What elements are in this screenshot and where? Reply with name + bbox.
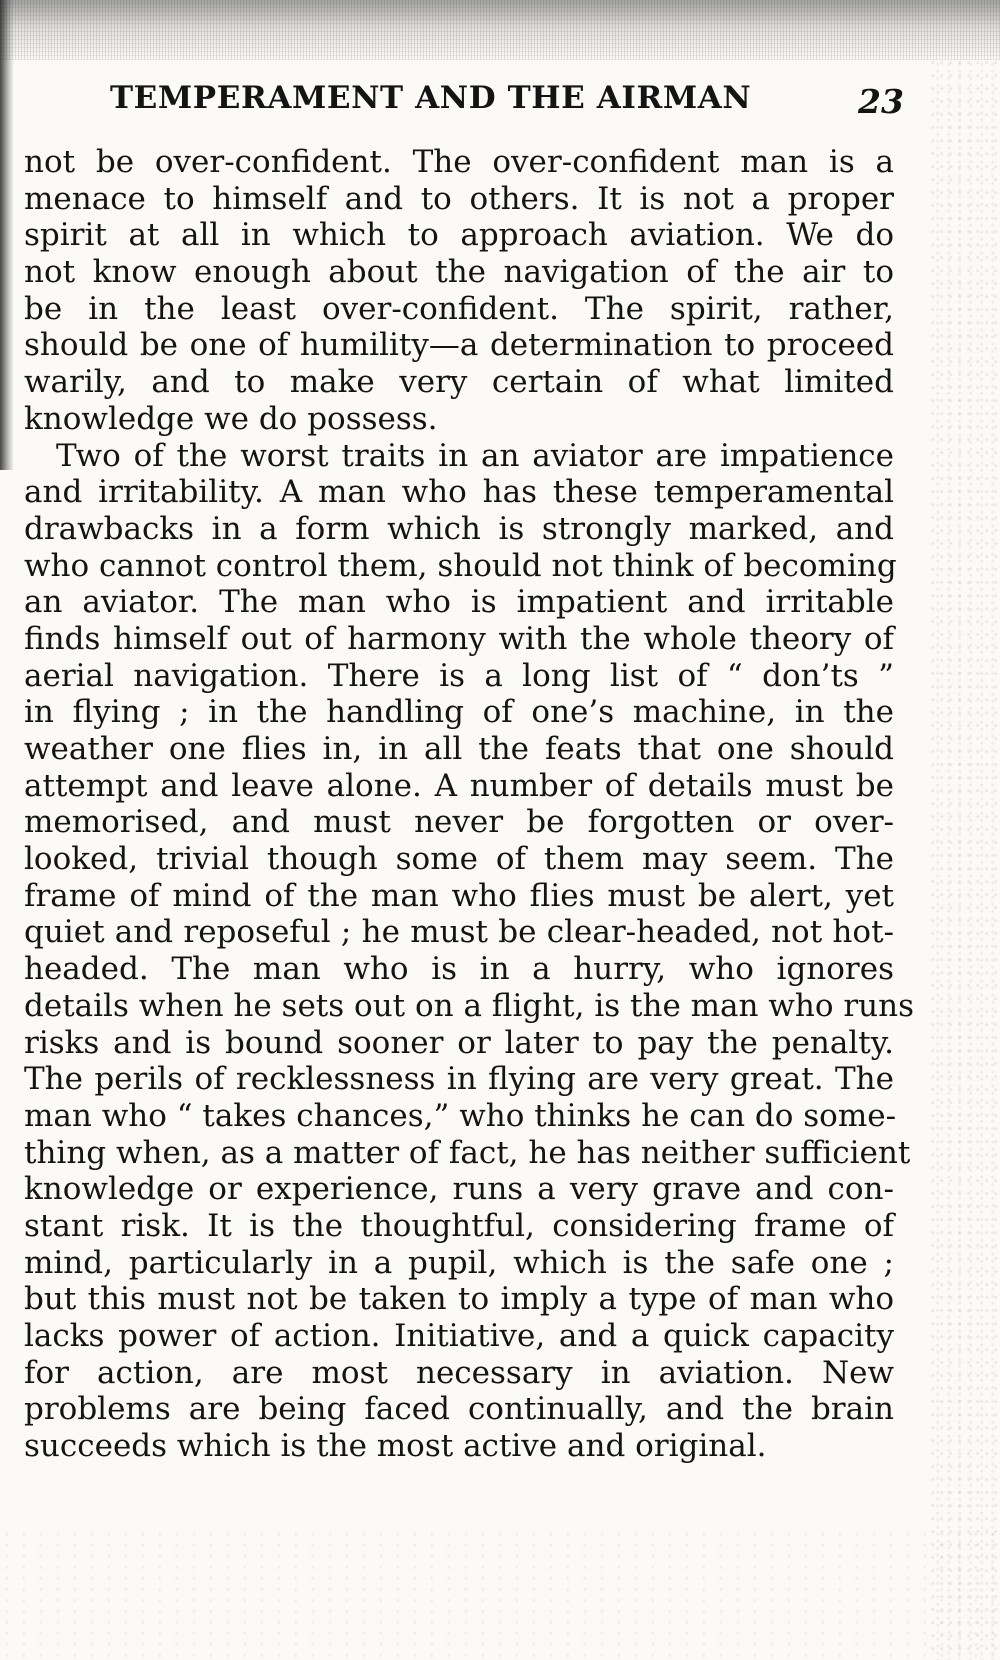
text-line: but this must not be taken to imply a type of man who <box>24 1281 894 1318</box>
text-line: details when he sets out on a flight, is the man who runs <box>24 987 915 1024</box>
text-line: quiet and reposeful ; he must be clear-headed, not hot- <box>24 914 894 951</box>
page-number: 23 <box>858 82 904 121</box>
text-line: who cannot control them, should not think of becoming <box>24 547 897 584</box>
scan-right-speckle <box>930 60 1000 1660</box>
text-line: knowledge we do possess. <box>24 400 438 437</box>
text-line: aerial navigation. There is a long list of “ don’ts ” <box>24 657 894 694</box>
text-line: problems are being faced continually, and the brain <box>24 1391 894 1428</box>
text-line: should be one of humility—a determination to proceed <box>24 327 894 364</box>
text-line: lacks power of action. Initiative, and a quick capacity <box>24 1318 894 1354</box>
text-line: weather one flies in, in all the feats that one should <box>24 731 894 767</box>
text-line: frame of mind of the man who flies must be alert, yet <box>24 877 894 914</box>
text-line: drawbacks in a form which is strongly marked, and <box>24 510 894 547</box>
text-line: mind, particularly in a pupil, which is the safe one ; <box>24 1244 894 1281</box>
text-line: The perils of recklessness in flying are very great. The <box>24 1061 894 1098</box>
text-line: succeeds which is the most active and original. <box>24 1428 767 1465</box>
text-line: menace to himself and to others. It is not a proper <box>24 180 894 217</box>
scan-bottom-speckle <box>0 1530 1000 1660</box>
text-line: not be over-confident. The over-confident man is a <box>24 144 894 180</box>
paragraph <box>24 437 915 1465</box>
running-head <box>0 80 904 130</box>
scan-top-edge <box>0 0 1000 60</box>
text-line: memorised, and must never be forgotten or over- <box>24 804 894 841</box>
text-line: and irritability. A man who has these temperamental <box>24 474 894 511</box>
text-line: knowledge or experience, runs a very grave and con- <box>24 1171 894 1208</box>
scan-binding-shadow <box>0 0 14 470</box>
text-line: attempt and leave alone. A number of details must be <box>24 767 894 804</box>
running-title: TEMPERAMENT AND THE AIRMAN <box>110 80 752 116</box>
body-text <box>24 144 915 1465</box>
text-line: Two of the worst traits in an aviator are impatience <box>56 437 894 474</box>
text-line: an aviator. The man who is impatient and irritable <box>24 584 894 621</box>
text-line: stant risk. It is the thoughtful, considering frame of <box>24 1207 894 1244</box>
text-line: finds himself out of harmony with the whole theory of <box>24 620 894 657</box>
text-line: looked, trivial though some of them may seem. The <box>24 841 894 878</box>
text-line: man who “ takes chances,” who thinks he can do some- <box>24 1097 897 1134</box>
text-line: in flying ; in the handling of one’s machine, in the <box>24 694 894 731</box>
text-line: be in the least over-confident. The spirit, rather, <box>24 290 894 327</box>
text-line: spirit at all in which to approach aviation. We do <box>24 217 894 254</box>
paragraph <box>24 144 894 438</box>
text-line: headed. The man who is in a hurry, who ignores <box>24 951 894 988</box>
text-line: thing when, as a matter of fact, he has neither sufficient <box>24 1134 911 1171</box>
text-line: risks and is bound sooner or later to pay the penalty. <box>24 1024 894 1061</box>
text-line: warily, and to make very certain of what limited <box>24 364 894 401</box>
text-line: for action, are most necessary in aviation. New <box>24 1354 894 1391</box>
text-line: not know enough about the navigation of the air to <box>24 254 894 291</box>
